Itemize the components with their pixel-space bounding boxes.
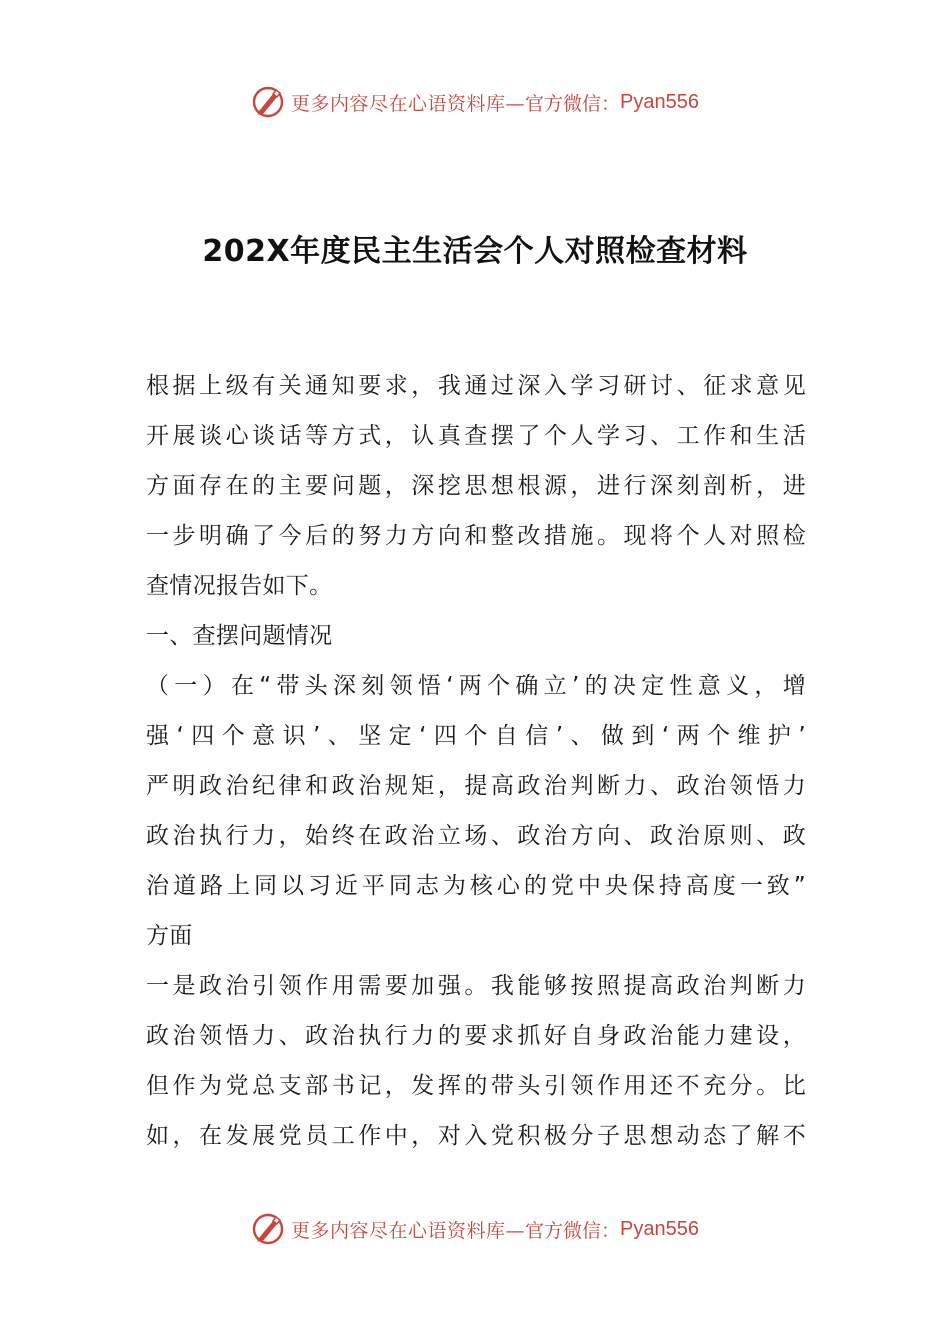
document-title: 202X年度民主生活会个人对照检查材料 xyxy=(202,234,748,269)
banner-wechat-id: Pyan556 xyxy=(620,1217,699,1240)
banner-text: 更多内容尽在心语资料库— xyxy=(291,92,526,115)
body-line: （一）在“带头深刻领悟‘两个确立’的决定性意义，增 xyxy=(146,673,806,699)
body-line: 一是政治引领作用需要加强。我能够按照提高政治判断力 xyxy=(146,973,806,999)
pen-logo-icon xyxy=(251,85,285,119)
header-banner xyxy=(0,82,950,122)
body-line: 政治领悟力、政治执行力的要求抓好自身政治能力建设， xyxy=(146,1023,806,1049)
body-line: 治道路上同以习近平同志为核心的党中央保持高度一致” xyxy=(146,873,806,899)
body-line: 根据上级有关通知要求，我通过深入学习研讨、征求意见 xyxy=(146,373,806,399)
banner-wechat-label: 官方微信： xyxy=(525,1219,621,1242)
section-heading: 一、查摆问题情况 xyxy=(146,623,333,649)
footer-banner xyxy=(0,1209,950,1249)
banner-text: 更多内容尽在心语资料库— xyxy=(291,1219,526,1242)
pen-logo-icon xyxy=(251,1212,285,1246)
body-line: 查情况报告如下。 xyxy=(146,573,333,599)
banner-wechat-id: Pyan556 xyxy=(620,90,699,113)
body-line: 但作为党总支部书记，发挥的带头引领作用还不充分。比 xyxy=(146,1073,806,1099)
banner-wechat-label: 官方微信： xyxy=(525,92,621,115)
body-line: 严明政治纪律和政治规矩，提高政治判断力、政治领悟力 xyxy=(146,773,806,799)
body-line: 一步明确了今后的努力方向和整改措施。现将个人对照检 xyxy=(146,523,806,549)
document-body xyxy=(146,361,806,1161)
body-line: 方面存在的主要问题，深挖思想根源，进行深刻剖析，进 xyxy=(146,473,806,499)
body-line: 开展谈心谈话等方式，认真查摆了个人学习、工作和生活 xyxy=(146,423,806,449)
body-line: 如，在发展党员工作中，对入党积极分子思想动态了解不 xyxy=(146,1123,806,1149)
body-line: 强‘四个意识’、坚定‘四个自信’、做到‘两个维护’ xyxy=(146,723,806,749)
body-line: 方面 xyxy=(146,923,193,949)
body-line: 政治执行力，始终在政治立场、政治方向、政治原则、政 xyxy=(146,823,806,849)
